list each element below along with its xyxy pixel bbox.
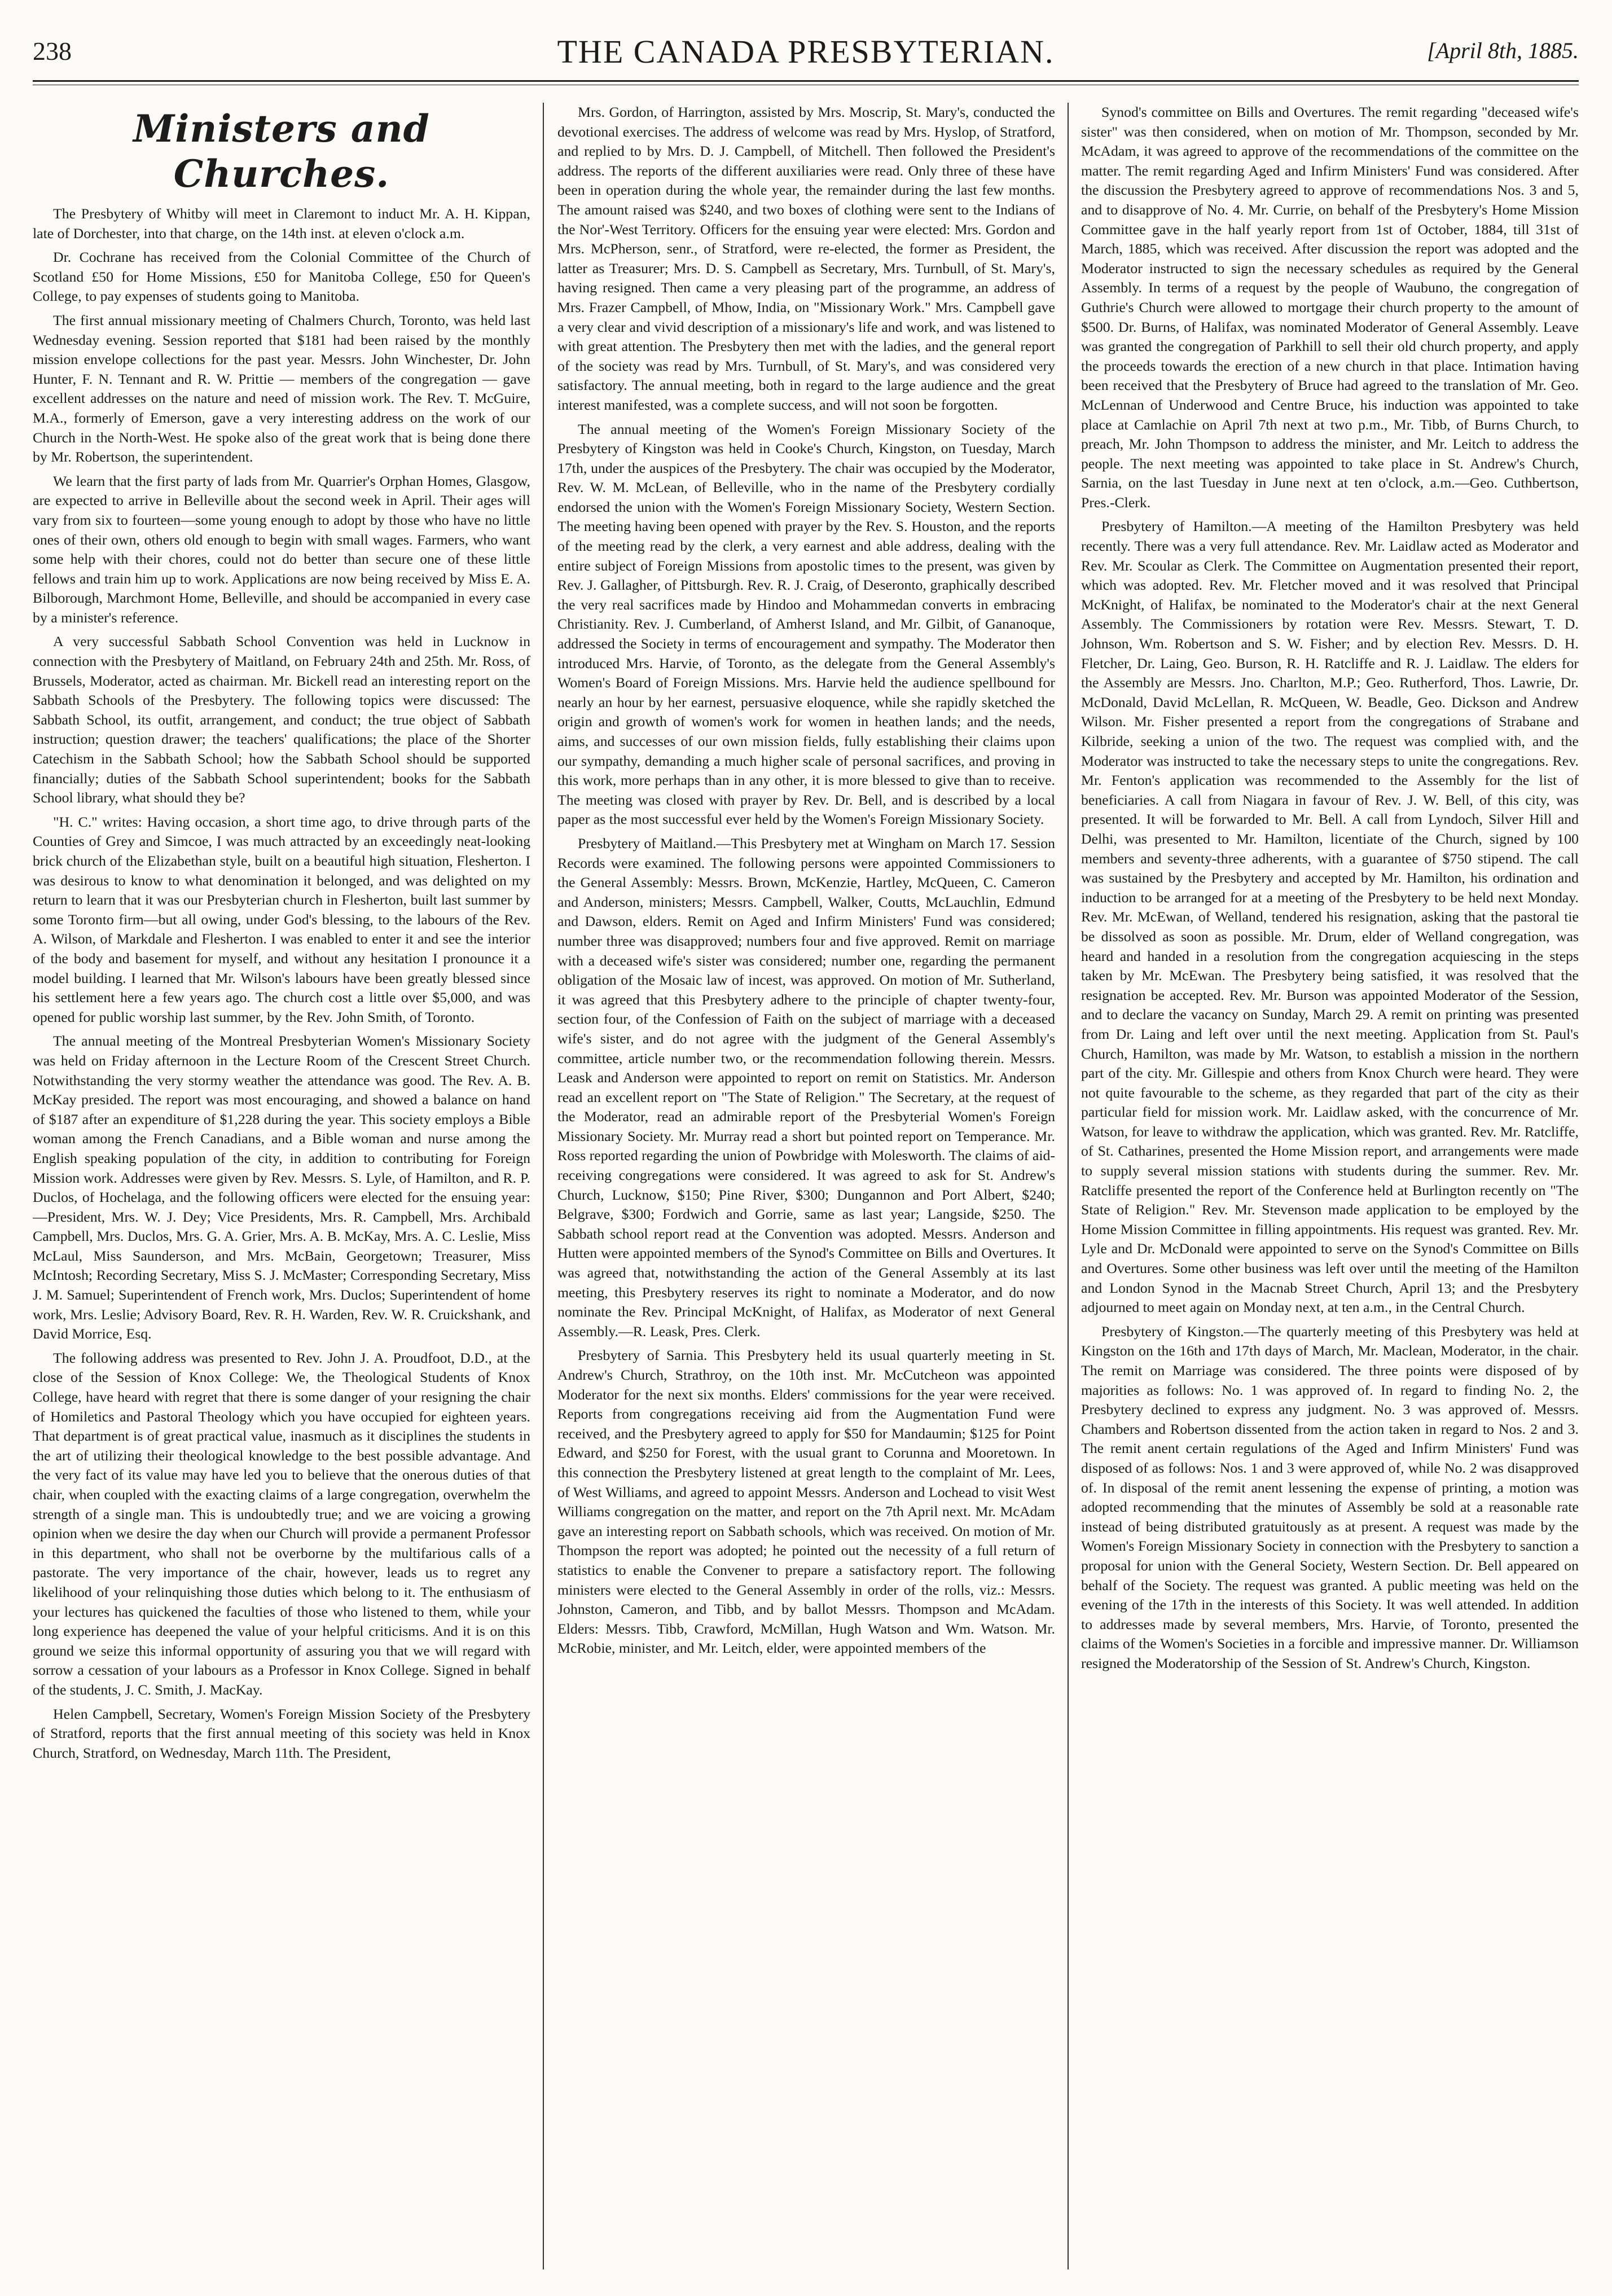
- article-paragraph: The annual meeting of the Women's Foreign Missionary Society of the Presbytery of Kingston was held in Cooke's Church, Kingston, on Tuesday, March 17th, under the auspices of the Presbytery. The chair was occupied by the Moderator, Rev. W. M. McLean, of Belleville, who in the name of the Presbytery cordially endorsed the union with the Women's Foreign Missionary Society, Western Section. The meeting having been opened with prayer by the Rev. S. Houston, and the reports of the meeting read by the clerk, a very earnest and able address, dealing with the entire subject of Foreign Missions from apostolic times to the present, was given by Rev. J. Gallagher, of Pittsburgh. Rev. R. J. Craig, of Deseronto, graphically described the very real sacrifices made by Hindoo and Mohammedan converts in embracing Christianity. Rev. J. Cumberland, of Amherst Island, and Mr. Gilbit, of Gananoque, addressed the Society in terms of encouragement and sympathy. The Moderator then introduced Mrs. Harvie, of Toronto, as the delegate from the General Assembly's Women's Board of Foreign Missions. Mrs. Harvie held the audience spellbound for nearly an hour by her earnest, persuasive eloquence, while she rapidly sketched the origin and growth of women's work for women in heathen lands; and the needs, aims, and successes of our own mission fields, fully establishing their claims upon our sympathy, demanding a much higher scale of personal sacrifices, and proving in this work, more perhaps than in any other, it is more blessed to give than to receive. The meeting was closed with prayer by Rev. Dr. Bell, and is described by a local paper as the most successful ever held by the Women's Foreign Missionary Society.: [557, 420, 1055, 828]
- column-1: [33, 103, 530, 2269]
- masthead: [33, 33, 1579, 72]
- article-paragraph: Dr. Cochrane has received from the Colonial Committee of the Church of Scotland £50 for Home Missions, £50 for Manitoba College, £50 for Queen's College, to pay expenses of students going to Manitoba.: [33, 249, 530, 305]
- article-paragraph: "H. C." writes: Having occasion, a short time ago, to drive through parts of the Counties of Grey and Simcoe, I was much attracted by an exceedingly neat-looking brick church of the Elizabethan style, built on a beautiful high situation, Flesherton. I was desirous to know to what denomination it belonged, and was delighted on my return to learn that it was our Presbyterian church in Flesherton, built last summer by some Toronto firm—but all owing, under God's blessing, to the labours of the Rev. A. Wilson, of Markdale and Flesherton. I was enabled to enter it and see the interior of the body and basement for myself, and without any hesitation I pronounce it a model building. I learned that Mr. Wilson's labours have been greatly blessed since his settlement here a few years ago. The church cost a little over $5,000, and was opened for public worship last summer, by the Rev. John Smith, of Toronto.: [33, 813, 530, 1025]
- article-paragraph: Presbytery of Sarnia. This Presbytery held its usual quarterly meeting in St. Andrew's Church, Strathroy, on the 10th inst. Mr. McCutcheon was appointed Moderator for the next six months. Elders' commissions for the year were received. Reports from congregations receiving aid from the Augmentation Fund were received, and the Presbytery agreed to apply for $50 for Mandaumin; $125 for Point Edward, and $250 for Forest, with the usual grant to Corunna and Mooretown. In this connection the Presbytery listened at great length to the complaint of Mr. Lees, of West Williams, and agreed to appoint Messrs. Anderson and Lochead to visit West Williams congregation on the matter, and report on the 7th April next. Mr. McAdam gave an interesting report on Sabbath schools, which was received. On motion of Mr. Thompson the report was adopted; he pointed out the necessity of a full return of statistics to enable the Convener to prepare a satisfactory report. The following ministers were elected to the General Assembly in order of the rolls, viz.: Messrs. Johnston, Cameron, and Tibb, and by ballot Messrs. Thompson and McAdam. Elders: Messrs. Tibb, Crawford, McMillan, Hugh Watson and Wm. Watson. Mr. McRobie, minister, and Mr. Leitch, elder, were appointed members of the: [557, 1347, 1055, 1657]
- article-paragraph: The first annual missionary meeting of Chalmers Church, Toronto, was held last Wednesday evening. Session reported that $181 had been raised by the monthly mission envelope collections for the past year. Messrs. John Winchester, Dr. John Hunter, F. N. Tennant and R. W. Prittie — members of the congregation — gave excellent addresses on the nature and need of mission work. The Rev. T. McGuire, M.A., formerly of Emerson, gave a very interesting address on the work of our Church in the North-West. He spoke also of the great work that is being done there by Mr. Robertson, the superintendent.: [33, 311, 530, 466]
- issue-date: [April 8th, 1885.: [1427, 38, 1579, 63]
- newspaper-title: THE CANADA PRESBYTERIAN.: [557, 33, 1055, 70]
- article-paragraph: The Presbytery of Whitby will meet in Claremont to induct Mr. A. H. Kippan, late of Dorchester, into that charge, on the 14th inst. at eleven o'clock a.m.: [33, 205, 530, 242]
- article-paragraph: A very successful Sabbath School Convention was held in Lucknow in connection with the Presbytery of Maitland, on February 24th and 25th. Mr. Ross, of Brussels, Moderator, acted as chairman. Mr. Bickell read an interesting report on the Sabbath Schools of the Presbytery. The following topics were discussed: The Sabbath School, its outfit, arrangement, and conduct; the true object of Sabbath instruction; question drawer; the teachers' qualifications; the place of the Shorter Catechism in the Sabbath School; how the Sabbath School should be supported financially; duties of the Sabbath School superintendent; books for the Sabbath School library, what should they be?: [33, 633, 530, 806]
- article-paragraph: Helen Campbell, Secretary, Women's Foreign Mission Society of the Presbytery of Stratford, reports that the first annual meeting of this society was held in Knox Church, Stratford, on Wednesday, March 11th. The President,: [33, 1705, 530, 1761]
- article-paragraph: Presbytery of Maitland.—This Presbytery met at Wingham on March 17. Session Records were examined. The following persons were appointed Commissioners to the General Assembly: Messrs. Brown, McKenzie, Hartley, McQueen, C. Cameron and Anderson, ministers; Messrs. Campbell, Walker, Coutts, McLauchlin, Edmund and Dawson, elders. Remit on Aged and Infirm Ministers' Fund was considered; number three was disapproved; numbers four and five approved. Remit on marriage with a deceased wife's sister was considered; number one, regarding the permanent obligation of the Mosaic law of incest, was approved. On motion of Mr. Sutherland, it was agreed that this Presbytery adhere to the principle of chapter twenty-four, section four, of the Confession of Faith on the subject of marriage with a deceased wife's sister, and do not agree with the judgment of the General Assembly's committee, article number two, or the recommendation following therein. Messrs. Leask and Anderson were appointed to report on remit on Statistics. Mr. Anderson read an excellent report on "The State of Religion." The Secretary, at the request of the Moderator, read an admirable report of the Presbyterial Women's Foreign Missionary Society. Mr. Murray read a short but pointed report on Temperance. Mr. Ross reported regarding the union of Powbridge with Molesworth. The claims of aid-receiving congregations were considered. It was agreed to ask for St. Andrew's Church, Lucknow, $150; Pine River, $300; Dungannon and Port Albert, $240; Belgrave, $300; Fordwich and Gorrie, same as last year; Langside, $250. The Sabbath school report read at the Convention was adopted. Messrs. Anderson and Hutten were appointed members of the Synod's Committee on Bills and Overtures. It was agreed that, notwithstanding the action of the General Assembly at its last meeting, this Presbytery reserves its right to nominate a Moderator, and do now nominate the Rev. Principal McKnight, of Halifax, as Moderator of next General Assembly.—R. Leask, Pres. Clerk.: [557, 835, 1055, 1340]
- section-heading: Ministers and Churches.: [133, 107, 430, 196]
- page-number: 238: [33, 37, 72, 65]
- article-paragraph: Presbytery of Hamilton.—A meeting of the Hamilton Presbytery was held recently. There was a very full attendance. Rev. Mr. Laidlaw acted as Moderator and Rev. Mr. Scoular as Clerk. The Committee on Augmentation presented their report, which was adopted. Rev. Mr. Fletcher moved and it was resolved that Principal McKnight, of Halifax, be nominated to the Moderator's chair at the next General Assembly. The Commissioners by rotation were Rev. Messrs. Stewart, T. D. Johnson, Wm. Robertson and S. W. Fisher; and by election Rev. Messrs. D. H. Fletcher, Dr. Laing, Geo. Burson, R. H. Ratcliffe and R. J. Laidlaw. The elders for the Assembly are Messrs. Jno. Charlton, M.P.; Geo. Rutherford, Thos. Lawrie, Dr. McDonald, David McLellan, R. McQueen, W. Beadle, Geo. Dickson and Andrew Wilson. Mr. Fisher presented a report from the congregations of Strabane and Kilbride, seeking a union of the two. The request was complied with, and the Moderator was instructed to take the necessary steps to unite the congregations. Rev. Mr. Fenton's application was recommended to the Assembly for the list of beneficiaries. A call from Niagara in favour of Rev. J. W. Bell, of this city, was presented. It will be forwarded to Mr. Bell. A call from Lyndoch, Silver Hill and Delhi, was presented to Mr. Hamilton, licentiate of the Church, signed by 100 members and seventy-three adherents, with a guarantee of $750 stipend. The call was sustained by the Presbytery and accepted by Mr. Hamilton, his ordination and induction to be arranged for at a meeting of the Presbytery to be held next Monday. Rev. Mr. McEwan, of Welland, tendered his resignation, asking that the pastoral tie be dissolved as soon as possible. Mr. Drum, elder of Welland congregation, was heard and handed in a resolution from the congregation acquiescing in the steps taken by Mr. McEwan. The Presbytery being satisfied, it was resolved that the resignation be accepted. Rev. Mr. Burson was appointed Moderator of the Session, and to declare the vacancy on Sunday, March 29. A remit on printing was presented from Dr. Laing and left over until the next meeting. Application from St. Paul's Church, Hamilton, was made by Mr. Watson, to establish a mission in the northern part of the city. Mr. Gillespie and others from Knox Church were heard. They were not quite favourable to the scheme, as they regarded that part of the city as their particular field for mission work. Mr. Laidlaw asked, with the concurrence of Mr. Watson, for leave to withdraw the application, which was granted. Rev. Mr. Ratcliffe, of St. Catharines, presented the Home Mission report, and arrangements were made to supply several mission stations with students during the summer. Rev. Mr. Ratcliffe presented the report of the Conference held at Burlington recently on "The State of Religion." Rev. Mr. Stevenson made application to be employed by the Home Mission Committee in filling appointments. His request was granted. Rev. Mr. Lyle and Dr. McDonald were appointed to serve on the Synod's Committee on Bills and Overtures. Some other business was left over until the meeting of the Hamilton and London Synod in the Macnab Street Church, April 13; and the Presbytery adjourned to meet again on Monday next, at ten a.m., in the Central Church.: [1081, 518, 1579, 1316]
- column-divider: [1068, 103, 1069, 2269]
- column-3: [1081, 103, 1579, 2269]
- column-2: [557, 103, 1055, 2269]
- masthead-rule: [33, 80, 1579, 82]
- article-paragraph: Mrs. Gordon, of Harrington, assisted by Mrs. Moscrip, St. Mary's, conducted the devotional exercises. The address of welcome was read by Mrs. Hyslop, of Stratford, and replied to by Mrs. D. J. Campbell, of Mitchell. Then followed the President's address. The reports of the different auxiliaries were read. Only three of these have been in operation during the whole year, the remainder during the last few months. The amount raised was $240, and two boxes of clothing were sent to the Indians of the Nor'-West Territory. Officers for the ensuing year were elected: Mrs. Gordon and Mrs. McPherson, senr., of Stratford, were re-elected, the former as President, the latter as Treasurer; Mrs. D. S. Campbell as Secretary, Mrs. Turnbull, of St. Mary's, having resigned. Then came a very pleasing part of the programme, an address of Mrs. Frazer Campbell, of Mhow, India, on "Missionary Work." Mrs. Campbell gave a very clear and vivid description of a missionary's life and work, and was listened to with great attention. The Presbytery then met with the ladies, and the general report of the society was read by Mrs. Turnbull, of St. Mary's, and was considered very satisfactory. The annual meeting, both in regard to the large audience and the great interest manifested, was a complete success, and will not soon be forgotten.: [557, 104, 1055, 413]
- article-paragraph: Synod's committee on Bills and Overtures. The remit regarding "deceased wife's sister" was then considered, when on motion of Mr. Thompson, seconded by Mr. McAdam, it was agreed to approve of the recommendations of the committee on the matter. The remit regarding Aged and Infirm Ministers' Fund was considered. After the discussion the Presbytery agreed to approve of recommendations Nos. 3 and 5, and to disapprove of No. 4. Mr. Currie, on behalf of the Presbytery's Home Mission Committee gave in the half yearly report from 1st of October, 1884, till 31st of March, 1885, which was received. After discussion the report was adopted and the Moderator instructed to sign the necessary schedules as required by the General Assembly. In terms of a request by the people of Waubuno, the congregation of Guthrie's Church were allowed to mortgage their church property to the amount of $500. Dr. Burns, of Halifax, was nominated Moderator of General Assembly. Leave was granted the congregation of Parkhill to sell their old church property, and apply the proceeds towards the erection of a new church in that place. Intimation having been received that the Presbytery of Bruce had agreed to the translation of Mr. Geo. McLennan of Underwood and Centre Bruce, his induction was appointed to take place at Camlachie on April 7th next at two p.m., Mr. Tibb, of Burns Church, to preach, Mr. John Thompson to address the minister, and Mr. Leitch to address the people. The next meeting was appointed to take place in St. Andrew's Church, Sarnia, on the last Tuesday in June next at ten o'clock, a.m.—Geo. Cuthbertson, Pres.-Clerk.: [1081, 104, 1579, 511]
- article-paragraph: We learn that the first party of lads from Mr. Quarrier's Orphan Homes, Glasgow, are expected to arrive in Belleville about the second week in April. Their ages will vary from six to fourteen—some young enough to adopt by those who have no little ones of their own, others old enough to begin with small wages. Farmers, who want some help with their chores, could not do better than secure one of these little fellows and train him up to work. Applications are now being received by Miss E. A. Bilborough, Marchmont Home, Belleville, and should be accompanied in every case by a minister's reference.: [33, 472, 530, 626]
- column-divider: [543, 103, 544, 2269]
- article-paragraph: The annual meeting of the Montreal Presbyterian Women's Missionary Society was held on Friday afternoon in the Lecture Room of the Crescent Street Church. Notwithstanding the very stormy weather the attendance was good. The Rev. A. B. McKay presided. The report was most encouraging, and showed a balance on hand of $187 after an expenditure of $1,228 during the year. This society employs a Bible woman among the French Canadians, and a Bible woman and nurse among the English speaking population of the city, in addition to contributing for Foreign Mission work. Addresses were given by Rev. Messrs. S. Lyle, of Hamilton, and R. P. Duclos, of Hochelaga, and the following officers were elected for the ensuing year:—President, Mrs. W. J. Dey; Vice Presidents, Mrs. R. Campbell, Mrs. Archibald Campbell, Mrs. Duclos, Mrs. G. A. Grier, Mrs. A. B. McKay, Mrs. A. C. Leslie, Miss McLaul, Miss Saunderson, and Mrs. McBain, Georgetown; Treasurer, Miss McIntosh; Recording Secretary, Miss S. J. McMaster; Corresponding Secretary, Miss J. M. Samuel; Superintendent of French work, Mrs. Duclos; Superintendent of home work, Mrs. Leslie; Advisory Board, Rev. R. H. Warden, Rev. W. R. Cruickshank, and David Morrice, Esq.: [33, 1033, 530, 1342]
- article-paragraph: The following address was presented to Rev. John J. A. Proudfoot, D.D., at the close of the Session of Knox College: We, the Theological Students of Knox College, have heard with regret that there is some danger of your resigning the chair of Homiletics and Pastoral Theology which you have occupied for eighteen years. That department is of great practical value, inasmuch as it disciplines the students in the art of utilizing their theological knowledge to the best possible advantage. And the very fact of its value may have led you to believe that the onerous duties of that chair, when coupled with the exacting claims of a large congregation, overwhelm the strength of a single man. This is undoubtedly true; and we are voicing a growing opinion when we desire the day when our Church will provide a permanent Professor in this department, who shall not be overborne by the multifarious calls of a pastorate. The very importance of the chair, however, leads us to regret any likelihood of your relinquishing those duties which belong to it. The enthusiasm of your lectures has quickened the faculties of those who listened to them, while your long experience has deepened the value of your helpful criticisms. And it is on this ground we seize this informal opportunity of assuring you that we will regard with sorrow a cessation of your labours as a Professor in Knox College. Signed in behalf of the students, J. C. Smith, J. MacKay.: [33, 1349, 530, 1698]
- article-paragraph: Presbytery of Kingston.—The quarterly meeting of this Presbytery was held at Kingston on the 16th and 17th days of March, Mr. Maclean, Moderator, in the chair. The remit on Marriage was considered. The three points were disposed of by majorities as follows: No. 1 was approved of. In regard to finding No. 2, the Presbytery declined to express any judgment. No. 3 was approved of. Messrs. Chambers and Robertson dissented from the action taken in regard to Nos. 2 and 3. The remit anent certain regulations of the Aged and Infirm Ministers' Fund was disposed of as follows: Nos. 1 and 3 were approved of, while No. 2 was disapproved of. In disposal of the remit anent lessening the expense of printing, a motion was adopted recommending that the minutes of Assembly be sold at a reasonable rate instead of being distributed gratuitously as at present. A request was made by the Women's Foreign Missionary Society in connection with the Presbytery to sanction a proposal for union with the General Society, Western Section. Dr. Bell appeared on behalf of the Society. The request was granted. A public meeting was held on the evening of the 17th in the interests of this Society. It was well attended. In addition to addresses made by several members, Mrs. Harvie, of Toronto, presented the claims of the Women's Societies in a forcible and impressive manner. Dr. Williamson resigned the Moderatorship of the Session of St. Andrew's Church, Kingston.: [1081, 1323, 1579, 1671]
